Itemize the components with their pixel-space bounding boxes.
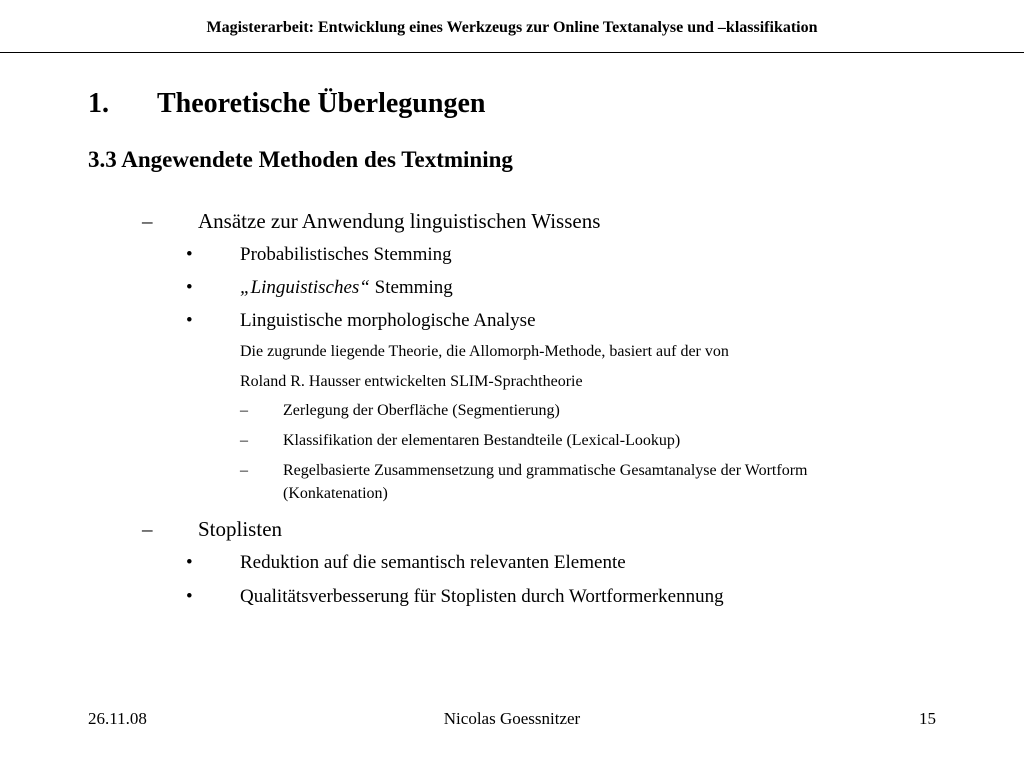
- emphasis-text: „Linguistisches“: [240, 277, 370, 298]
- section-number: 1.: [88, 88, 109, 119]
- dash-marker: –: [142, 209, 153, 233]
- subsection-title: 3.3 Angewendete Methoden des Textmining: [88, 147, 513, 172]
- dash-marker: –: [240, 432, 248, 449]
- dash-marker: –: [240, 402, 248, 419]
- bullet-marker: •: [186, 552, 193, 573]
- bullet-marker: •: [186, 586, 193, 607]
- bullet-marker: •: [186, 277, 193, 298]
- bullet-marker: •: [186, 244, 193, 265]
- section-title: Theoretische Überlegungen: [157, 88, 486, 119]
- page-number: 15: [919, 709, 936, 728]
- bullet-marker: •: [186, 310, 193, 331]
- description-text: Die zugrunde liegende Theorie, die Allomorph-Methode, basiert auf der von: [240, 343, 729, 360]
- list-item-text-rest: Stemming: [369, 277, 453, 298]
- footer-author: Nicolas Goessnitzer: [443, 709, 581, 728]
- dash-marker: –: [240, 462, 248, 479]
- list-item-text: [240, 276, 453, 300]
- list-item-text: Zerlegung der Oberfläche (Segmentierung): [283, 402, 560, 419]
- footer-date: 26.11.08: [88, 709, 147, 728]
- description-text: Roland R. Hausser entwickelten SLIM-Sprachtheorie: [240, 373, 583, 390]
- list-item-text: Regelbasierte Zusammensetzung und grammatische Gesamtanalyse der Wortform: [283, 462, 808, 479]
- list-item-text: Probabilistisches Stemming: [240, 244, 452, 265]
- header-title: Magisterarbeit: Entwicklung eines Werkzeugs zur Online Textanalyse und –klassifikation: [206, 19, 818, 36]
- list-item-text: Qualitätsverbesserung für Stoplisten durch Wortformerkennung: [240, 586, 724, 607]
- header-divider: [0, 52, 1024, 53]
- list-item-text: Klassifikation der elementaren Bestandteile (Lexical-Lookup): [283, 432, 681, 449]
- list-item-text: Ansätze zur Anwendung linguistischen Wissens: [198, 209, 601, 233]
- list-item-text: Reduktion auf die semantisch relevanten Elemente: [240, 552, 626, 573]
- list-item-text: Linguistische morphologische Analyse: [240, 310, 536, 331]
- list-item-text-continuation: (Konkatenation): [283, 485, 388, 502]
- dash-marker: –: [142, 517, 153, 541]
- list-item-text: Stoplisten: [198, 517, 283, 541]
